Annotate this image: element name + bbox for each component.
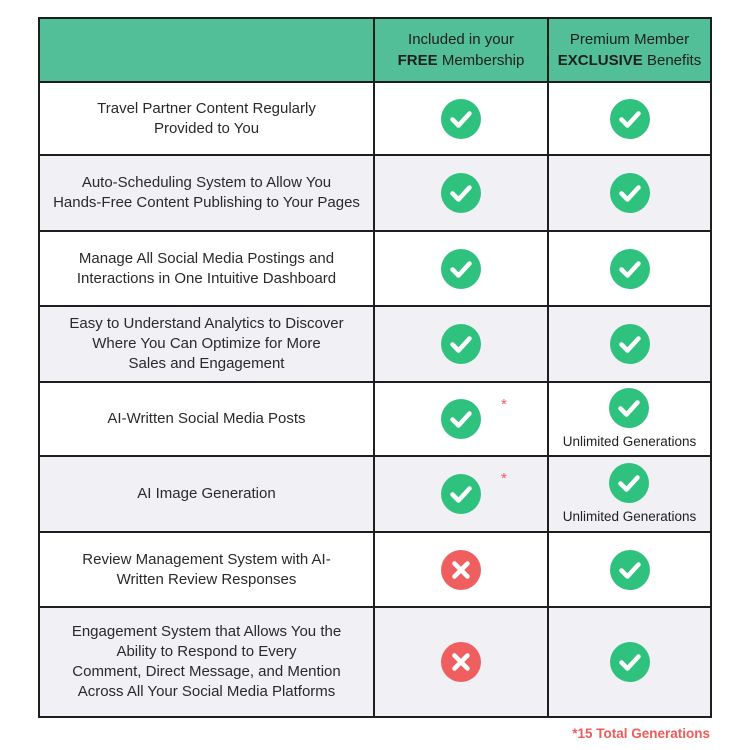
free-cell bbox=[375, 232, 549, 305]
free-cell bbox=[375, 457, 549, 531]
free-cell bbox=[375, 307, 549, 381]
feature-line: Comment, Direct Message, and Mention bbox=[72, 663, 341, 680]
check-icon bbox=[610, 550, 650, 590]
feature-cell bbox=[40, 156, 375, 230]
check-icon bbox=[609, 463, 649, 503]
footnote: *15 Total Generations bbox=[572, 726, 710, 741]
feature-line: Ability to Respond to Every bbox=[116, 643, 297, 660]
feature-line: AI-Written Social Media Posts bbox=[107, 410, 306, 427]
premium-cell bbox=[549, 307, 710, 381]
table-row bbox=[40, 455, 710, 531]
table-row bbox=[40, 381, 710, 455]
feature-line: Written Review Responses bbox=[116, 570, 297, 588]
check-icon bbox=[441, 474, 481, 514]
premium-cell bbox=[549, 232, 710, 305]
feature-line: AI Image Generation bbox=[137, 485, 276, 502]
premium-cell bbox=[549, 383, 710, 455]
feature-line: Provided to You bbox=[153, 119, 260, 137]
premium-cell bbox=[549, 533, 710, 606]
premium-cell bbox=[549, 156, 710, 230]
feature-line: Hands-Free Content Publishing to Your Pages bbox=[53, 194, 360, 211]
free-cell bbox=[375, 156, 549, 230]
feature-line: Engagement System that Allows You the bbox=[71, 623, 342, 640]
header-premium-rest: Benefits bbox=[642, 52, 702, 69]
check-icon bbox=[441, 99, 481, 139]
check-icon bbox=[610, 642, 650, 682]
table-row bbox=[40, 154, 710, 230]
check-icon bbox=[610, 324, 650, 364]
header-premium-line1: Premium Member bbox=[569, 31, 690, 48]
feature-line: Across All Your Social Media Platforms bbox=[77, 683, 336, 700]
check-icon bbox=[610, 249, 650, 289]
comparison-table bbox=[38, 17, 712, 718]
unlimited-note: Unlimited Generations bbox=[562, 509, 697, 524]
feature-line: Easy to Understand Analytics to Discover bbox=[69, 315, 344, 332]
cross-icon bbox=[441, 550, 481, 590]
feature-cell bbox=[40, 533, 375, 606]
feature-line: Sales and Engagement bbox=[128, 355, 285, 372]
feature-cell bbox=[40, 457, 375, 531]
free-cell bbox=[375, 83, 549, 154]
check-icon bbox=[441, 249, 481, 289]
feature-line: Auto-Scheduling System to Allow You bbox=[81, 174, 332, 191]
premium-cell bbox=[549, 608, 710, 716]
check-icon bbox=[441, 399, 481, 439]
check-icon bbox=[441, 324, 481, 364]
table-row bbox=[40, 305, 710, 381]
feature-line: Interactions in One Intuitive Dashboard bbox=[76, 269, 337, 287]
free-cell bbox=[375, 533, 549, 606]
check-icon bbox=[610, 99, 650, 139]
header-free-rest: Membership bbox=[437, 52, 525, 69]
table-row bbox=[40, 531, 710, 606]
header-free-cell bbox=[375, 19, 549, 81]
header-empty-cell bbox=[40, 19, 375, 81]
header-premium-cell bbox=[549, 19, 710, 81]
header-premium-bold: EXCLUSIVE bbox=[557, 52, 643, 69]
table-header bbox=[40, 19, 710, 81]
cross-icon bbox=[441, 642, 481, 682]
feature-line: Manage All Social Media Postings and bbox=[78, 249, 335, 267]
table-row bbox=[40, 606, 710, 716]
check-icon bbox=[441, 173, 481, 213]
header-free-line1: Included in your bbox=[408, 31, 514, 48]
check-icon bbox=[610, 173, 650, 213]
table-row bbox=[40, 230, 710, 305]
feature-line: Travel Partner Content Regularly bbox=[97, 99, 316, 117]
check-icon bbox=[609, 388, 649, 428]
limit-asterisk: * bbox=[501, 396, 507, 413]
feature-cell bbox=[40, 307, 375, 381]
feature-line: Where You Can Optimize for More bbox=[92, 335, 321, 352]
feature-line: Review Management System with AI- bbox=[82, 550, 331, 568]
free-cell bbox=[375, 383, 549, 455]
premium-cell bbox=[549, 83, 710, 154]
feature-cell bbox=[40, 608, 375, 716]
limit-asterisk: * bbox=[501, 470, 507, 487]
feature-cell bbox=[40, 383, 375, 455]
unlimited-note: Unlimited Generations bbox=[562, 434, 697, 449]
premium-cell bbox=[549, 457, 710, 531]
feature-cell bbox=[40, 232, 375, 305]
feature-cell bbox=[40, 83, 375, 154]
header-free-bold: FREE bbox=[397, 52, 438, 69]
table-row bbox=[40, 81, 710, 154]
free-cell bbox=[375, 608, 549, 716]
